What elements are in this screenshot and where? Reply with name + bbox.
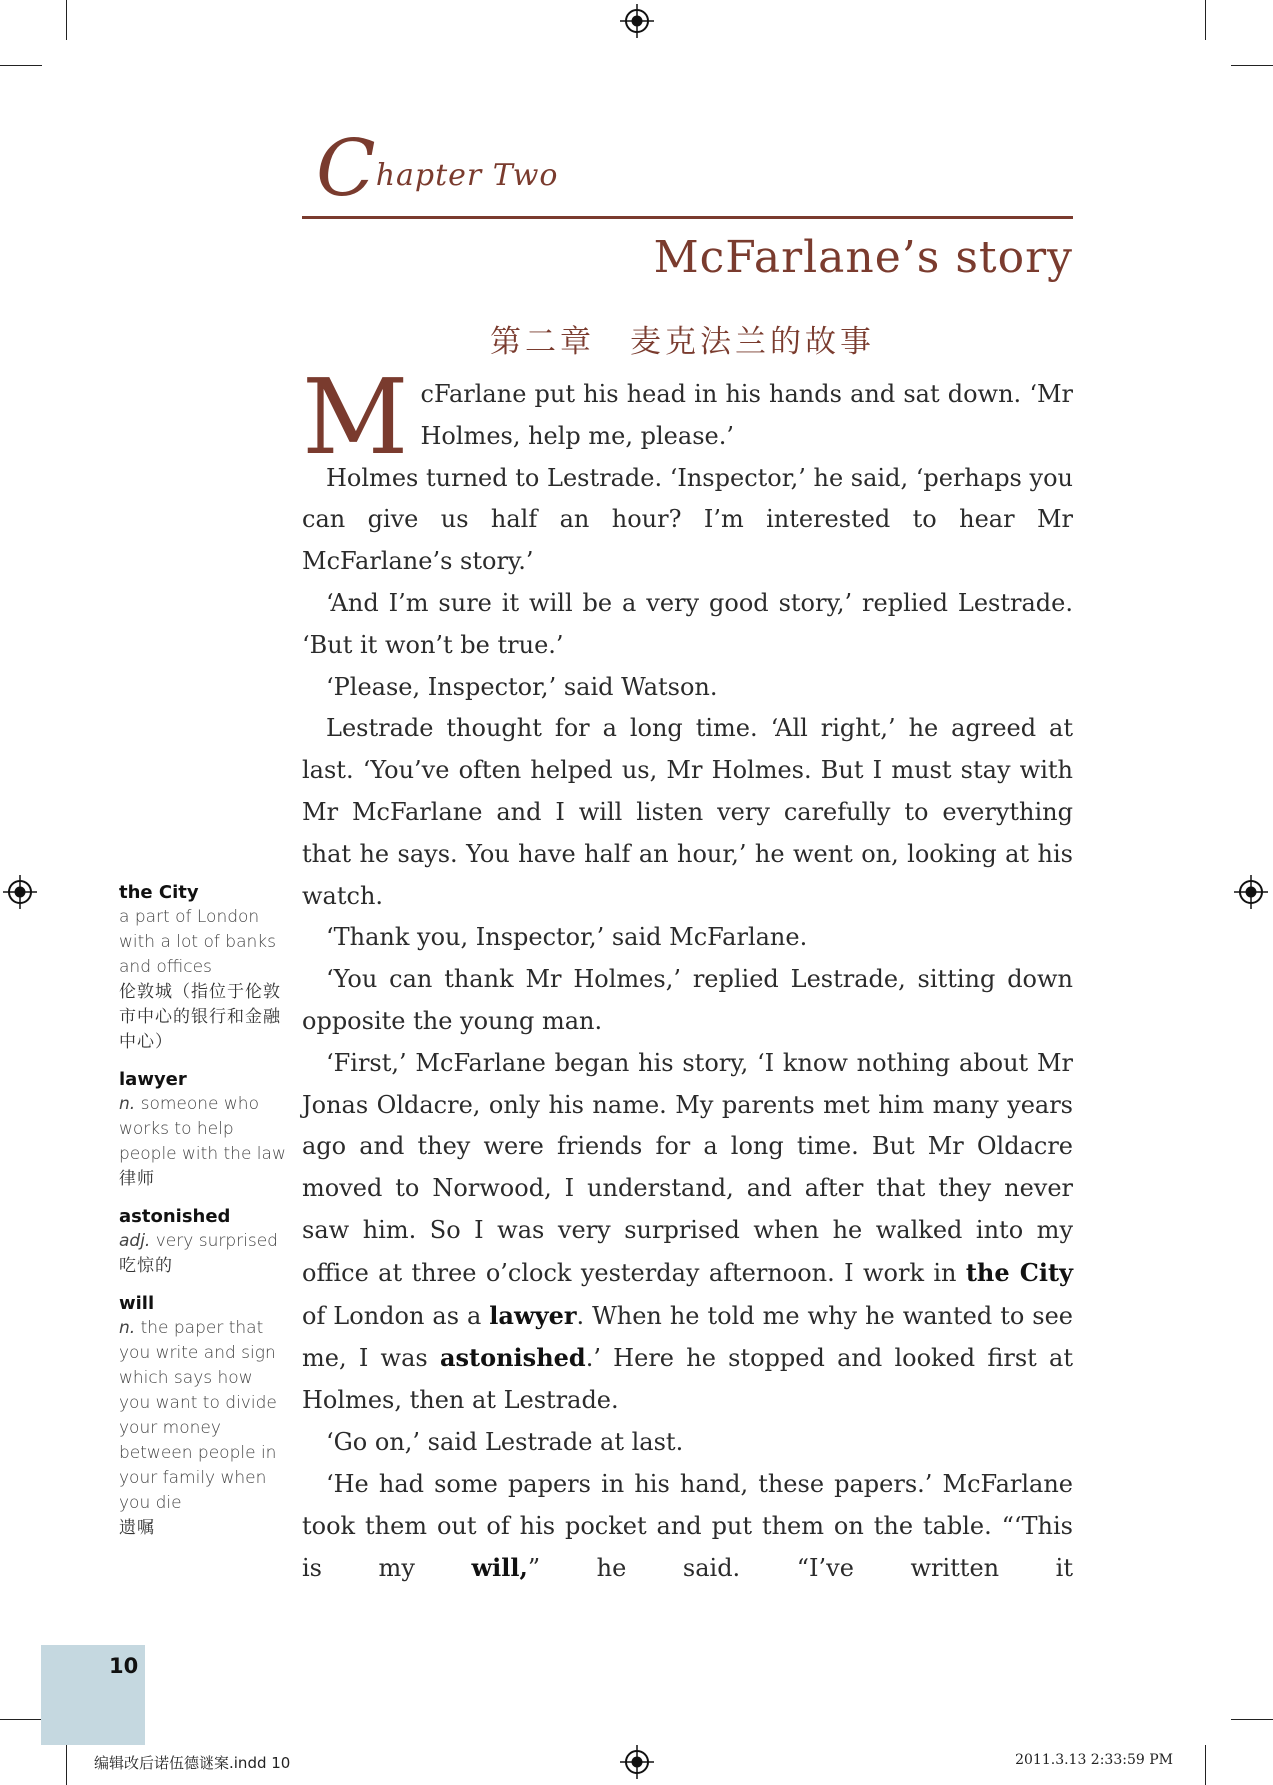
definition-text: someone who works to help people with the law [119, 1094, 286, 1164]
slug-filename: 编辑改后诺伍德谜案.indd 10 [94, 1754, 291, 1772]
part-of-speech: n. [119, 1318, 136, 1338]
page-number: 10 [109, 1654, 139, 1678]
paragraph [302, 1464, 1073, 1590]
paragraph: ‘Thank you, Inspector,’ said McFarlane. [326, 923, 808, 952]
definition-text: very surprised [150, 1231, 278, 1251]
drop-cap: M [302, 356, 409, 478]
paragraph: ‘Go on,’ said Lestrade at last. [326, 1427, 684, 1456]
definition-text: a part of London with a lot of banks and offices [119, 907, 276, 977]
paragraph-text: cFarlane put his head in his hands and sat down. ‘Mr Holmes, help me, please.’ [420, 380, 1073, 450]
glossary-entry [119, 1067, 289, 1192]
glossary-term: astonished [119, 1206, 231, 1227]
registration-mark-icon [3, 875, 37, 909]
paragraph-text: of London as a [302, 1301, 490, 1330]
chapter-label-initial: C [316, 124, 376, 214]
chapter-title: McFarlane’s story [653, 232, 1073, 283]
paragraph-text: ‘First,’ McFarlane began his story, ‘I know nothing about Mr Jonas Oldacre, only his name. My parents met him many years ago and they were friends for a long time. But Mr Oldacre moved to Norwood, I understand, and after that they never saw him. So I was very surprised when he walked into my office at three o’clock yesterday afternoon. I work in [302, 1048, 1073, 1287]
crop-mark [0, 1719, 42, 1720]
registration-mark-icon [620, 4, 654, 38]
glossary-chinese: 遗嘱 [119, 1518, 155, 1538]
paragraph-text: ‘He had some papers in his hand, these papers.’ McFarlane took them out of his pocket and put them on the table. “‘This is my [302, 1469, 1073, 1583]
glossary-term-ref-the-city: the City [965, 1257, 1073, 1287]
crop-mark [1205, 1745, 1206, 1785]
registration-mark-icon [620, 1745, 654, 1779]
paragraph: ‘Please, Inspector,’ said Watson. [326, 672, 718, 701]
glossary-definition [119, 905, 289, 980]
glossary-term-ref-astonished: astonished [439, 1343, 586, 1373]
paragraph: Lestrade thought for a long time. ‘All right,’ he agreed at last. ‘You’ve often helped us, Mr Holmes. But I must stay with Mr McFarlane and I will listen very carefully to everything that he says. You have half an hour,’ he went on, looking at his watch. [302, 714, 1073, 910]
glossary-term: will [119, 1293, 155, 1314]
paragraph-text: .’ Here he stopped and looked first at Holmes, then at Lestrade. [302, 1344, 1073, 1415]
paragraph: ‘You can thank Mr Holmes,’ replied Lestrade, sitting down opposite the young man. [302, 965, 1073, 1035]
glossary-term-ref-lawyer: lawyer [489, 1300, 577, 1330]
chapter-label [316, 124, 559, 214]
glossary-definition [119, 1092, 289, 1167]
paragraph-text: . When he told me why he wanted to see me, I was [302, 1301, 1073, 1373]
glossary-entry [119, 1291, 289, 1541]
part-of-speech: adj. [119, 1231, 151, 1251]
glossary-chinese: 伦敦城（指位于伦敦市中心的银行和金融中心） [119, 982, 281, 1052]
glossary-chinese: 吃惊的 [119, 1256, 173, 1276]
glossary-term: lawyer [119, 1069, 187, 1090]
crop-mark [66, 1745, 67, 1785]
paragraph [302, 356, 1073, 478]
glossary-sidebar [119, 880, 289, 1553]
crop-mark [66, 0, 67, 40]
crop-mark [0, 65, 42, 66]
glossary-term: the City [119, 882, 199, 903]
glossary-chinese: 律师 [119, 1169, 155, 1189]
chapter-rule [302, 216, 1073, 219]
slug-timestamp: 2011.3.13 2:33:59 PM [1015, 1752, 1173, 1768]
chapter-title-chinese: 第二章 麦克法兰的故事 [490, 324, 875, 360]
definition-text: the paper that you write and sign which says how you want to divide your money between people in your family when you die [119, 1318, 277, 1513]
crop-mark [1205, 0, 1206, 40]
glossary-definition [119, 1229, 289, 1254]
crop-mark [1231, 65, 1273, 66]
glossary-definition [119, 1316, 289, 1516]
glossary-entry [119, 880, 289, 1055]
paragraph-text: ” he said. “I’ve written it [527, 1554, 1073, 1583]
story-text [302, 356, 1073, 1590]
paragraph: ‘And I’m sure it will be a very good story,’ replied Lestrade. ‘But it won’t be true.’ [302, 588, 1073, 659]
crop-mark [1231, 1719, 1273, 1720]
registration-mark-icon [1234, 875, 1268, 909]
glossary-entry [119, 1204, 289, 1279]
part-of-speech: n. [119, 1094, 136, 1114]
glossary-term-ref-will: will, [471, 1553, 528, 1583]
paragraph: Holmes turned to Lestrade. ‘Inspector,’ he said, ‘perhaps you can give us half an hour? I’m interested to hear Mr McFarlane’s story.’ [302, 463, 1073, 576]
chapter-label-text: hapter Two [375, 158, 559, 193]
paragraph [302, 1043, 1073, 1422]
